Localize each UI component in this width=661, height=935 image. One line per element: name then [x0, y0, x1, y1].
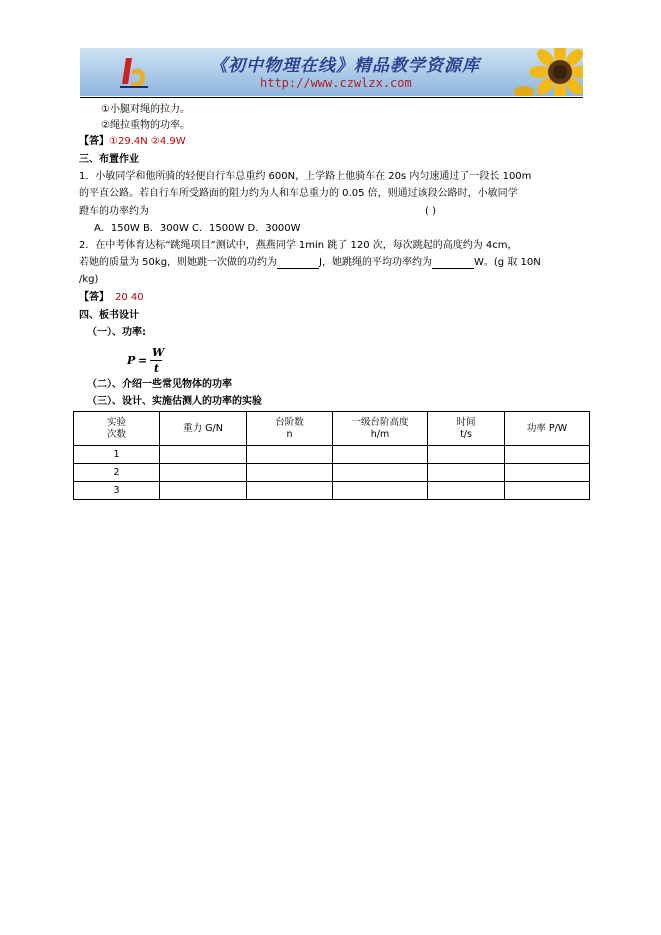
subsection-heading: （三）、设计、实施估测人的功率的实验: [87, 396, 262, 407]
answer-value: ①29.4N ②4.9W: [109, 136, 186, 147]
question-1-line: 蹬车的功率约为: [79, 206, 149, 217]
answer-value: 20 40: [115, 292, 144, 303]
section-heading: 三、布置作业: [79, 154, 139, 165]
logo-icon: [118, 54, 150, 90]
answer-blank[interactable]: [277, 268, 319, 269]
fraction-bar: [150, 360, 162, 361]
formula-lhs: P: [127, 354, 136, 367]
subsection-heading: （一）、功率:: [87, 327, 146, 338]
table-row: [74, 482, 590, 500]
table-header-cell: 台阶数 n: [247, 412, 333, 446]
experiment-table: [73, 411, 590, 500]
answer-label: 【答】: [79, 136, 109, 147]
table-header-cell: 实验 次数: [74, 412, 160, 446]
table-cell[interactable]: [247, 482, 333, 500]
table-header-cell: 重力 G/N: [160, 412, 247, 446]
question-2-text: W。(g 取 10N: [474, 257, 541, 268]
answer-2: [79, 291, 144, 304]
table-cell[interactable]: [160, 464, 247, 482]
subsection-heading: （二）、介绍一些常见物体的功率: [87, 379, 232, 390]
table-cell[interactable]: [505, 446, 590, 464]
formula-equals: =: [138, 354, 148, 367]
text-line: ②绳拉重物的功率。: [101, 120, 190, 131]
table-cell[interactable]: [247, 446, 333, 464]
question-2-line: 2．在中考体育达标“跳绳项目”测试中，燕燕同学 1min 跳了 120 次，每次跳起的高度约为 4cm，: [79, 240, 518, 251]
table-cell[interactable]: [160, 446, 247, 464]
table-cell[interactable]: [247, 464, 333, 482]
header-banner: [80, 48, 583, 96]
power-formula: [127, 346, 167, 376]
table-cell[interactable]: [505, 464, 590, 482]
table-cell[interactable]: [428, 464, 505, 482]
table-header-cell: 一级台阶高度 h/m: [333, 412, 428, 446]
question-1-line: 1．小敏同学和他所骑的轻便自行车总重约 600N，上学路上他骑车在 20s 内匀速通过了一段长 100m: [79, 171, 532, 182]
question-1-options: A．150W B．300W C．1500W D．3000W: [94, 223, 301, 234]
header-title: 《初中物理在线》精品教学资源库: [210, 56, 480, 76]
header-rule: [80, 97, 583, 98]
table-cell[interactable]: [428, 482, 505, 500]
question-1-line: 的平直公路。若自行车所受路面的阻力约为人和车总重力的 0.05 倍，则通过该段公路时，小敏同学: [79, 188, 518, 199]
table-header-cell: 时间 t/s: [428, 412, 505, 446]
table-cell[interactable]: [160, 482, 247, 500]
trial-number: 1: [74, 446, 160, 464]
answer-paren: ( ): [425, 206, 436, 217]
question-2-line: /kg): [79, 274, 99, 285]
formula-denominator: t: [154, 362, 160, 375]
header-url[interactable]: http://www.czwlzx.com: [260, 76, 412, 90]
table-cell[interactable]: [333, 464, 428, 482]
sunflower-icon: [512, 48, 583, 96]
section-heading: 四、板书设计: [79, 310, 139, 321]
formula-numerator: W: [152, 346, 165, 359]
table-row: [74, 464, 590, 482]
table-cell[interactable]: [428, 446, 505, 464]
trial-number: 2: [74, 464, 160, 482]
answer-label: 【答】: [79, 292, 109, 303]
table-cell[interactable]: [333, 482, 428, 500]
table-cell[interactable]: [333, 446, 428, 464]
trial-number: 3: [74, 482, 160, 500]
question-2-text: 若她的质量为 50kg，则她跳一次做的功约为: [79, 257, 278, 268]
table-cell[interactable]: [505, 482, 590, 500]
text-line: ①小腿对绳的拉力。: [101, 104, 190, 115]
question-2-line: [79, 256, 541, 269]
question-2-text: J，她跳绳的平均功率约为: [319, 257, 432, 268]
answer-1: [79, 135, 186, 148]
answer-blank[interactable]: [432, 268, 474, 269]
table-header-cell: 功率 P/W: [505, 412, 590, 446]
table-header-row: [74, 412, 590, 446]
table-row: [74, 446, 590, 464]
